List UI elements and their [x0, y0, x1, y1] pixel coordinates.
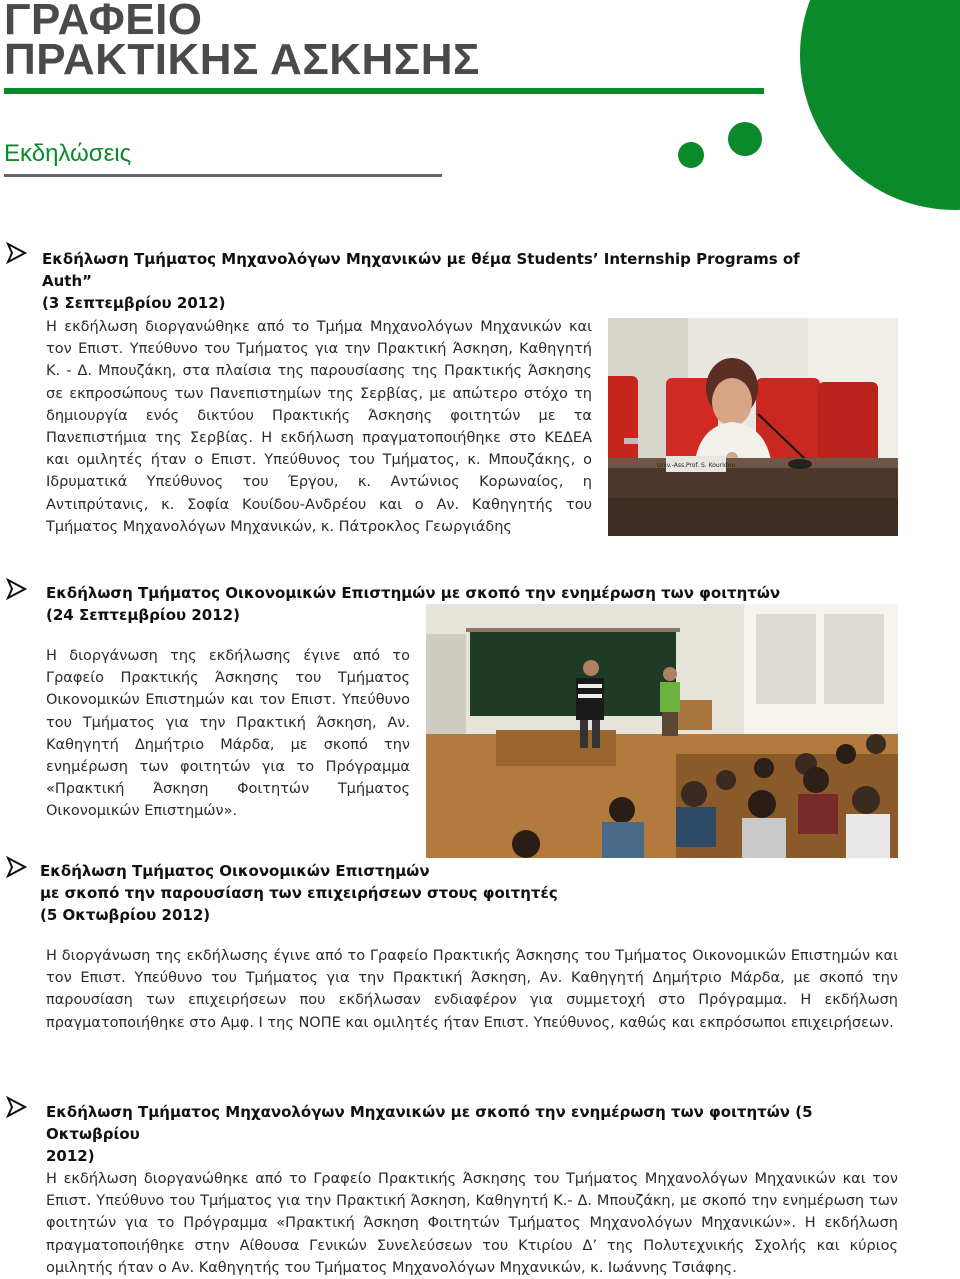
event-title-line: Εκδήλωση Τμήματος Οικονομικών Επιστημών: [40, 862, 430, 880]
arrow-bullet-icon: [5, 578, 27, 600]
arrow-bullet-icon: [5, 1096, 27, 1118]
event-description: Η διοργάνωση της εκδήλωσης έγινε από το Γραφείο Πρακτικής Άσκησης του Τμήματος Οικονομικών Επιστημών και τον Επιστ. Υπεύθυνο του Τμήματος για την Πρακτική Άσκηση, Αν. Καθηγητή Δημήτριο Μάρδα, με σκοπό την ενημέρωση των φοιτητών για το Πρόγραμμα «Πρακτική Άσκηση Φοιτητών Τμήματος Οικονομικών Επιστημών».: [46, 648, 410, 820]
header-rule: [4, 88, 764, 94]
event-title: [40, 860, 740, 926]
event-date: (5 Οκτωβρίου 2012): [40, 906, 211, 924]
event-photo-lecture-image: [426, 604, 898, 858]
event-photo-speaker-image: [608, 318, 898, 536]
event-photo-lecture: [426, 604, 898, 858]
event-title-line: Εκδήλωση Τμήματος Μηχανολόγων Μηχανικών με θέμα Students’ Internship Programs of Auth”: [42, 250, 800, 290]
event-title: [46, 1101, 876, 1167]
page-title: [4, 0, 480, 84]
event-date: (24 Σεπτεμβρίου 2012): [46, 606, 240, 624]
event-title: [42, 248, 842, 314]
page-title-line1: ΓΡΑΦΕΙΟ: [4, 0, 203, 44]
decorative-circle-large: [800, 0, 960, 210]
event-title-line: Εκδήλωση Τμήματος Μηχανολόγων Μηχανικών με σκοπό την ενημέρωση των φοιτητών (5 Οκτωβρίου: [46, 1103, 813, 1143]
arrow-bullet-icon: [5, 856, 27, 878]
decorative-circle-medium: [728, 122, 762, 156]
section-rule: [4, 174, 442, 177]
event-title-line: Εκδήλωση Τμήματος Οικονομικών Επιστημών με σκοπό την ενημέρωση των φοιτητών: [46, 584, 781, 602]
event-description: Η εκδήλωση διοργανώθηκε από το Τμήμα Μηχανολόγων Μηχανικών και τον Επιστ. Υπεύθυνο του Τμήματος για την Πρακτική Άσκηση, Καθηγητή Κ. - Δ. Μπουζάκη, στα πλαίσια της παρουσίασης της Πρακτικής Άσκησης σε εκπροσώπους των Πανεπιστημίων της Σερβίας, με απώτερο στόχο τη δημιουργία ενός δικτύου Πρακτικής Άσκησης φοιτητών με τα Πανεπιστήμια της Σερβίας. Η εκδήλωση πραγματοποιήθηκε στο ΚΕΔΕΑ και ομιλητές ήταν ο Επιστ. Υπεύθυνος του Τμήματος, κ. Μπουζάκης, ο Ιδρυματικά Υπεύθυνος του Έργου, κ. Αντώνιος Κορωναίος, η Αντιπρύτανις, κ. Σοφία Κουίδου-Ανδρέου και ο Αν. Καθηγητής του Τμήματος Μηχανολόγων Μηχανικών, κ. Πάτροκλος Γεωργιάδης: [46, 319, 592, 535]
event-photo-speaker: [608, 318, 898, 536]
page-title-line2: ΠΡΑΚΤΙΚΗΣ ΑΣΚΗΣΗΣ: [4, 35, 480, 84]
arrow-bullet-icon: [5, 242, 27, 264]
section-title: Εκδηλώσεις: [4, 140, 132, 167]
event-title-line: με σκοπό την παρουσίαση των επιχειρήσεων στους φοιτητές: [40, 884, 558, 902]
photo-nameplate-text: Univ.-Ass.Prof. S. Kouridou: [656, 462, 736, 469]
event-description: Η διοργάνωση της εκδήλωσης έγινε από το Γραφείο Πρακτικής Άσκησης του Τμήματος Οικονομικών Επιστημών και τον Επιστ. Υπεύθυνο του Τμήματος για την Πρακτική Άσκηση, Αν. Καθηγητή Δημήτριο Μάρδα, με σκοπό την παρουσίαση των επιχειρήσεων που εκδήλωσαν ενδιαφέρον για συμμετοχή στο Πρόγραμμα. Η εκδήλωση πραγματοποιήθηκε στο Αμφ. Ι της ΝΟΠΕ και ομιλητές ήταν Επιστ. Υπεύθυνος, καθώς και εκπρόσωποι επιχειρήσεων.: [46, 948, 898, 1031]
event-description: Η εκδήλωση διοργανώθηκε από το Γραφείο Πρακτικής Άσκησης του Τμήματος Μηχανολόγων Μηχανικών και τον Επιστ. Υπεύθυνο του Τμήματος για την Πρακτική Άσκηση, Καθηγητή Κ.- Δ. Μπουζάκη, με σκοπό την ενημέρωση των φοιτητών για το Πρόγραμμα «Πρακτική Άσκηση Φοιτητών Τμήματος Μηχανολόγων Μηχανικών». Η εκδήλωση πραγματοποιήθηκε στην Αίθουσα Γενικών Συνελεύσεων του Κτιρίου Δ’ της Πολυτεχνικής Σχολής και κύριος ομιλητής ήταν ο Αν. Καθηγητής του Τμήματος Μηχανολόγων Μηχανικών, κ. Ιωάννης Τσιάφης.: [46, 1171, 898, 1276]
event-date: 2012): [46, 1147, 95, 1165]
event-date: (3 Σεπτεμβρίου 2012): [42, 294, 226, 312]
decorative-circle-small: [678, 142, 704, 168]
